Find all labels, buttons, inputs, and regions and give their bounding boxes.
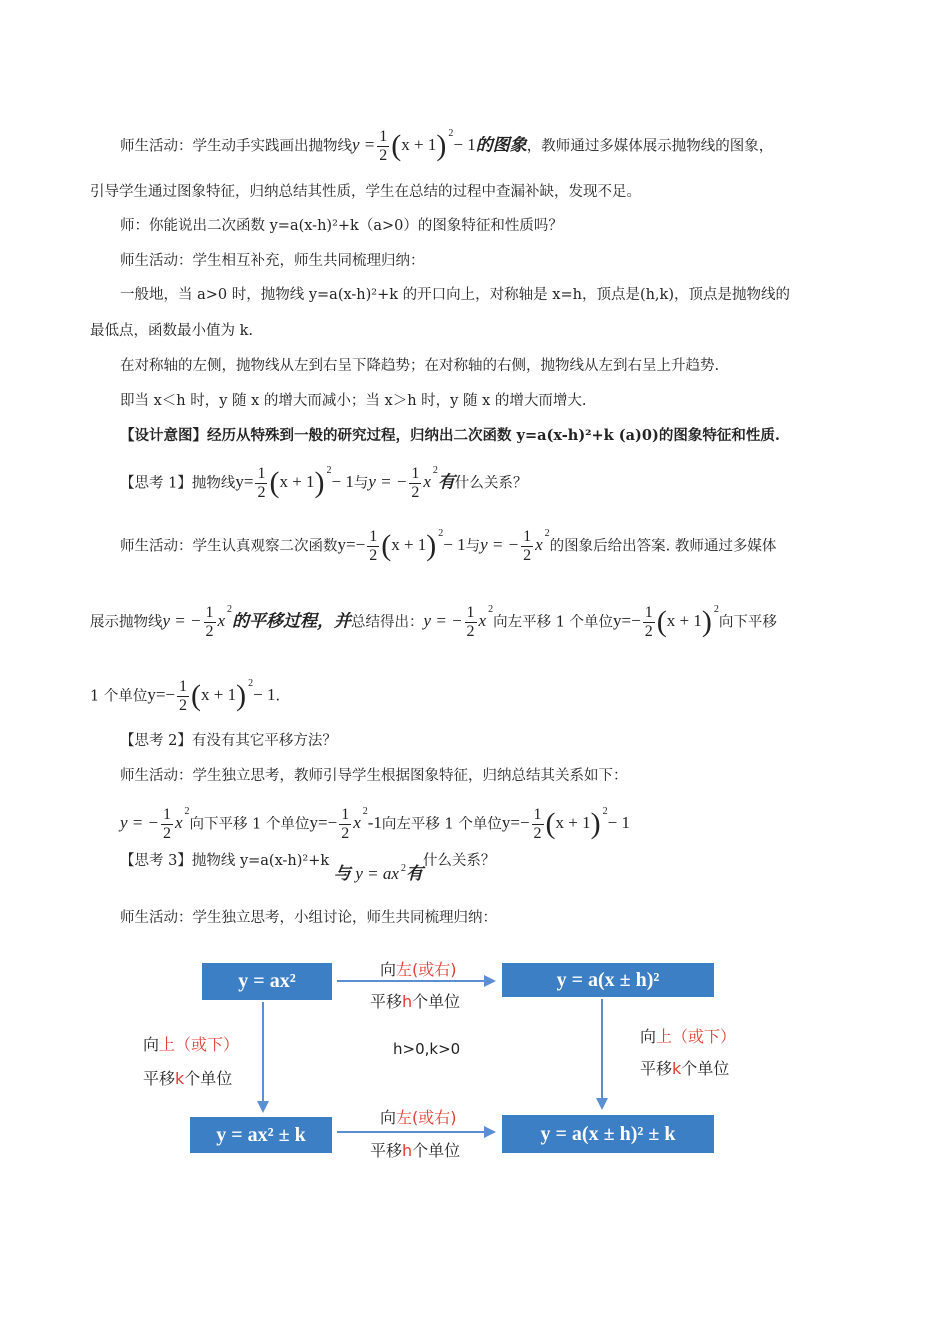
paren: ) — [701, 605, 712, 639]
label-part: 向 — [380, 1108, 397, 1127]
text: 的图象后给出答案. 教师通过多媒体 — [549, 538, 777, 555]
label-red: 左(或右) — [396, 960, 457, 979]
tail: − 1 — [253, 685, 276, 705]
eq-lhs: y=− — [147, 685, 176, 705]
left-sub-label — [143, 1066, 232, 1089]
numerator: 1 — [369, 528, 378, 545]
inner: x + 1 — [401, 135, 437, 155]
tail: − 1 — [607, 813, 630, 833]
right-sub-label — [640, 1056, 729, 1079]
para-2: 引导学生通过图象特征，归纳总结其性质，学生在总结的过程中查漏补缺，发现不足。 — [90, 184, 641, 200]
text: 与 — [465, 538, 481, 555]
text: 展示抛物线 — [90, 614, 163, 631]
equation-a — [337, 528, 466, 564]
exponent: 2 — [438, 528, 444, 540]
label-red: k — [672, 1059, 682, 1078]
arrow-right-line — [601, 999, 603, 1099]
text: 与 — [353, 475, 369, 492]
text: ，教师通过多媒体展示抛物线的图象， — [526, 138, 774, 155]
inner: x + 1 — [201, 685, 237, 705]
numerator: 1 — [411, 465, 420, 482]
paren: ( — [269, 466, 280, 500]
box-bottom-right: y = a(x ± h)² ± k — [502, 1115, 714, 1153]
numerator: 1 — [644, 604, 653, 621]
equation-b: y = − $\frac{1}{2}$ $x^2$ — [423, 604, 494, 640]
denominator: 2 — [466, 623, 475, 640]
para-3: 师：你能说出二次函数 y=a(x-h)²+k（a>0）的图象特征和性质吗？ — [120, 218, 563, 234]
bottom-sub-label — [370, 1138, 460, 1161]
italic-text: 与 — [333, 864, 351, 884]
para-5: 一般地，当 a>0 时，抛物线 y=a(x-h)²+k 的开口向上，对称轴是 x=h，顶点是(h,k)，顶点是抛物线的 — [120, 287, 790, 303]
box-top-right: y = a(x ± h)² — [502, 963, 714, 997]
text: 向下平移 1 个单位 — [189, 816, 310, 833]
equation-a: y = − $\frac{1}{2}$ $x^2$ — [162, 604, 233, 640]
label-red: 左(或右) — [396, 1108, 457, 1127]
inner: x + 1 — [391, 535, 427, 555]
equation — [147, 678, 276, 714]
exponent: 2 — [248, 678, 254, 690]
inner: x + 1 — [666, 611, 702, 631]
left-label — [143, 1032, 239, 1055]
fraction — [377, 128, 389, 165]
text: 向左平移 1 个单位 — [381, 816, 502, 833]
fraction — [409, 465, 421, 502]
eq-lhs: y=− — [613, 611, 641, 631]
label-part: 平移 — [143, 1069, 176, 1088]
fraction — [367, 528, 379, 565]
equation — [352, 128, 476, 164]
text: 师生活动：学生动手实践画出抛物线 — [120, 138, 352, 155]
label-part: 平移 — [370, 992, 403, 1011]
numerator: 1 — [205, 604, 214, 621]
text: 【思考 1】抛物线 — [120, 475, 236, 492]
denominator: 2 — [644, 623, 653, 640]
equation-b: y = − $\frac{1}{2}$ $x^2$ — [368, 465, 438, 501]
label-part: 平移 — [640, 1059, 673, 1078]
label-red: h — [402, 992, 413, 1011]
italic-text: 并 — [334, 611, 352, 632]
italic-text: 有 — [405, 864, 423, 884]
paren: ) — [590, 807, 601, 841]
arrow-bottom-line — [337, 1131, 485, 1133]
fraction — [177, 678, 189, 715]
denominator: 2 — [369, 547, 378, 564]
denominator: 2 — [379, 147, 388, 164]
design-intent: 【设计意图】经历从特殊到一般的研究过程，归纳出二次函数 y=a(x-h)²+k (a)0)的图象特征和性质. — [120, 427, 780, 444]
exponent: 2 — [400, 863, 406, 874]
para-12 — [90, 678, 280, 715]
exponent: 2 — [602, 806, 608, 818]
paren: ) — [426, 529, 437, 563]
fraction — [204, 604, 216, 641]
equation-b: y = − $\frac{1}{2}$ $x^2$ — [480, 528, 550, 564]
paren: ) — [236, 679, 247, 713]
fraction — [255, 465, 267, 502]
equation: y = ax $^2$ — [355, 863, 406, 883]
para-6: 最低点，函数最小值为 k. — [90, 323, 254, 339]
label-red: h — [402, 1141, 413, 1160]
label-part: 向 — [380, 960, 397, 979]
exponent: 2 — [362, 806, 368, 818]
arrow-left-head — [257, 1101, 269, 1113]
italic-text: 的平移过程， — [232, 611, 335, 632]
arrow-bottom-head — [484, 1126, 496, 1138]
numerator: 1 — [523, 528, 532, 545]
text: . — [275, 688, 281, 705]
numerator: 1 — [257, 465, 266, 482]
numerator: 1 — [379, 128, 388, 145]
tail: -1 — [367, 813, 382, 833]
paren: ( — [391, 129, 402, 163]
exponent: 2 — [227, 604, 233, 616]
box-bottom-left: y = ax² ± k — [190, 1117, 332, 1153]
denominator: 2 — [205, 623, 214, 640]
paren: ( — [545, 807, 556, 841]
label-red: 上（或下） — [159, 1035, 240, 1054]
label-part: 个单位 — [184, 1069, 233, 1088]
exponent: 2 — [448, 128, 454, 140]
bottom-label — [380, 1105, 457, 1128]
numerator: 1 — [533, 806, 542, 823]
condition-label: h>0,k>0 — [393, 1040, 461, 1058]
exponent: 2 — [326, 465, 332, 477]
text: 师生活动：学生认真观察二次函数 — [120, 538, 338, 555]
inner: x + 1 — [555, 813, 591, 833]
top-sub-label — [370, 989, 460, 1012]
think-2: 【思考 2】有没有其它平移方法？ — [120, 733, 337, 749]
arrow-top-line — [337, 980, 485, 982]
text: 【思考 3】抛物线 y=a(x-h)²+k — [120, 853, 330, 869]
exponent: 2 — [713, 604, 719, 616]
para-13: 师生活动：学生独立思考，教师引导学生根据图象特征，归纳总结其关系如下： — [120, 768, 628, 784]
tail: − 1 — [443, 535, 466, 555]
eq-lhs: y= — [235, 472, 254, 492]
text: 1 个单位 — [90, 688, 148, 705]
paren: ( — [381, 529, 392, 563]
denominator: 2 — [179, 697, 188, 714]
numerator: 1 — [179, 678, 188, 695]
denominator: 2 — [163, 825, 171, 842]
fraction — [521, 528, 533, 565]
fraction — [643, 604, 655, 641]
fraction — [465, 604, 477, 641]
fraction — [532, 806, 544, 843]
think-3-eq — [333, 863, 423, 884]
think-1 — [120, 465, 527, 502]
arrow-top-head — [484, 975, 496, 987]
para-4: 师生活动：学生相互补充，师生共同梳理归纳： — [120, 253, 425, 269]
equation-b: y=− $\frac{1}{2}$ $x^2-1$ — [309, 806, 382, 842]
tail: − 1 — [453, 135, 476, 155]
arrow-right-head — [596, 1098, 608, 1110]
para-11 — [90, 604, 777, 641]
denominator: 2 — [523, 547, 532, 564]
eq-lhs: y = — [352, 135, 376, 155]
equation-a: y = − $\frac{1}{2}$ $x^2$ — [120, 806, 190, 842]
exponent: 2 — [184, 806, 190, 818]
inner: x + 1 — [279, 472, 315, 492]
denominator: 2 — [411, 484, 420, 501]
denominator: 2 — [533, 825, 542, 842]
paren: ) — [436, 129, 447, 163]
fraction — [161, 806, 173, 843]
eq-lhs: y=− — [309, 813, 338, 833]
text: 向左平移 1 个单位 — [493, 614, 614, 631]
right-label — [640, 1024, 736, 1047]
paren: ( — [656, 605, 667, 639]
label-red: k — [175, 1069, 185, 1088]
numerator: 1 — [341, 806, 350, 823]
text: 什么关系？ — [422, 853, 496, 869]
exponent: 2 — [544, 528, 550, 540]
think-3 — [120, 850, 496, 884]
label-part: 个单位 — [412, 992, 461, 1011]
denominator: 2 — [257, 484, 266, 501]
italic-text: 有 — [437, 472, 455, 493]
text: 什么关系？ — [454, 475, 528, 492]
exponent: 2 — [488, 604, 494, 616]
eq-lhs: y=− — [337, 535, 366, 555]
box-top-left: y = ax² — [202, 963, 332, 1000]
equation-a — [235, 465, 354, 501]
fraction — [339, 806, 351, 843]
para-14 — [120, 806, 630, 843]
numerator: 1 — [466, 604, 475, 621]
text: 向下平移 — [718, 614, 777, 631]
equation-c — [613, 604, 719, 640]
para-7: 在对称轴的左侧，抛物线从左到右呈下降趋势；在对称轴的右侧，抛物线从左到右呈上升趋势. — [120, 358, 720, 374]
paren: ( — [191, 679, 202, 713]
italic-text: 的图象 — [475, 135, 527, 156]
numerator: 1 — [163, 806, 171, 823]
label-part: 平移 — [370, 1141, 403, 1160]
denominator: 2 — [341, 825, 350, 842]
label-part: 个单位 — [681, 1059, 730, 1078]
equation-c — [501, 806, 630, 842]
label-part: 个单位 — [412, 1141, 461, 1160]
para-8: 即当 x＜h 时，y 随 x 的增大而减小；当 x＞h 时，y 随 x 的增大而增大. — [120, 393, 587, 409]
exponent: 2 — [432, 465, 438, 477]
para-15: 师生活动：学生独立思考，小组讨论，师生共同梳理归纳： — [120, 910, 497, 926]
label-part: 向 — [640, 1027, 657, 1046]
top-label — [380, 957, 457, 980]
para-1 — [120, 128, 773, 165]
label-part: 向 — [143, 1035, 160, 1054]
para-10 — [120, 528, 776, 565]
tail: − 1 — [331, 472, 354, 492]
paren: ) — [314, 466, 325, 500]
label-red: 上（或下） — [656, 1027, 737, 1046]
arrow-left-line — [262, 1002, 264, 1102]
eq-lhs: y=− — [501, 813, 530, 833]
text: 总结得出： — [351, 614, 424, 631]
